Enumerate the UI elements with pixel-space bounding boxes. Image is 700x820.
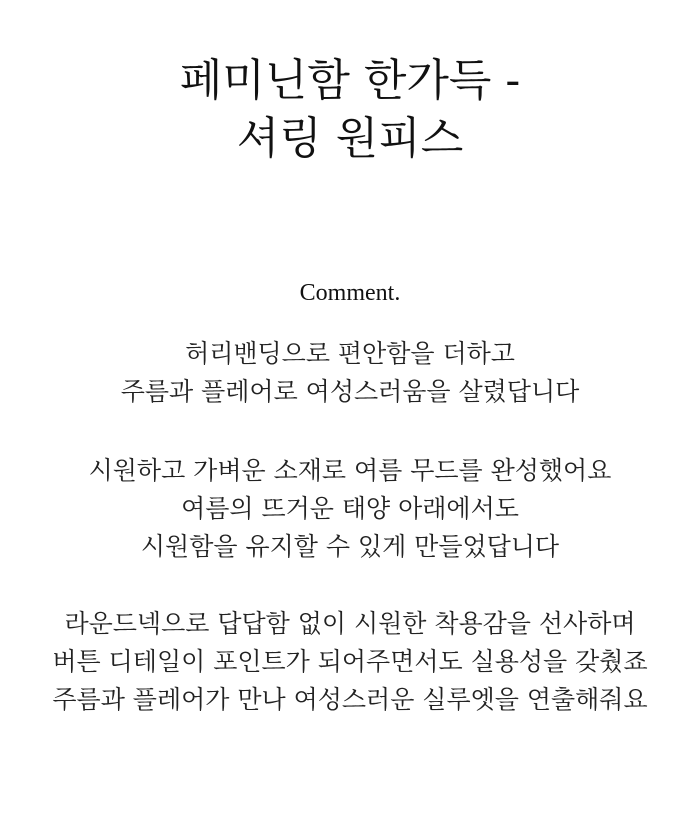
comment-line: 주름과 플레어로 여성스러움을 살렸답니다 [120, 377, 580, 406]
comment-line: 라운드넥으로 답답함 없이 시원한 착용감을 선사하며 [64, 609, 636, 638]
comment-line: 시원하고 가벼운 소재로 여름 무드를 완성했어요 [88, 456, 612, 485]
comment-line: 버튼 디테일이 포인트가 되어주면서도 실용성을 갖췄죠 [52, 647, 648, 676]
comment-heading: Comment. [299, 280, 401, 306]
comment-paragraph-3 [0, 605, 700, 719]
comment-line: 여름의 뜨거운 태양 아래에서도 [181, 494, 519, 523]
comment-line: 허리밴딩으로 편안함을 더하고 [185, 339, 515, 368]
comment-paragraph-1 [0, 335, 700, 411]
page-title [0, 52, 700, 168]
page-title-line-2: 셔링 원피스 [236, 113, 464, 164]
comment-line: 시원함을 유지할 수 있게 만들었답니다 [140, 532, 560, 561]
page-title-line-1: 페미닌함 한가득 - [179, 55, 521, 106]
comment-paragraph-2 [0, 452, 700, 566]
comment-line: 주름과 플레어가 만나 여성스러운 실루엣을 연출해줘요 [52, 685, 648, 714]
